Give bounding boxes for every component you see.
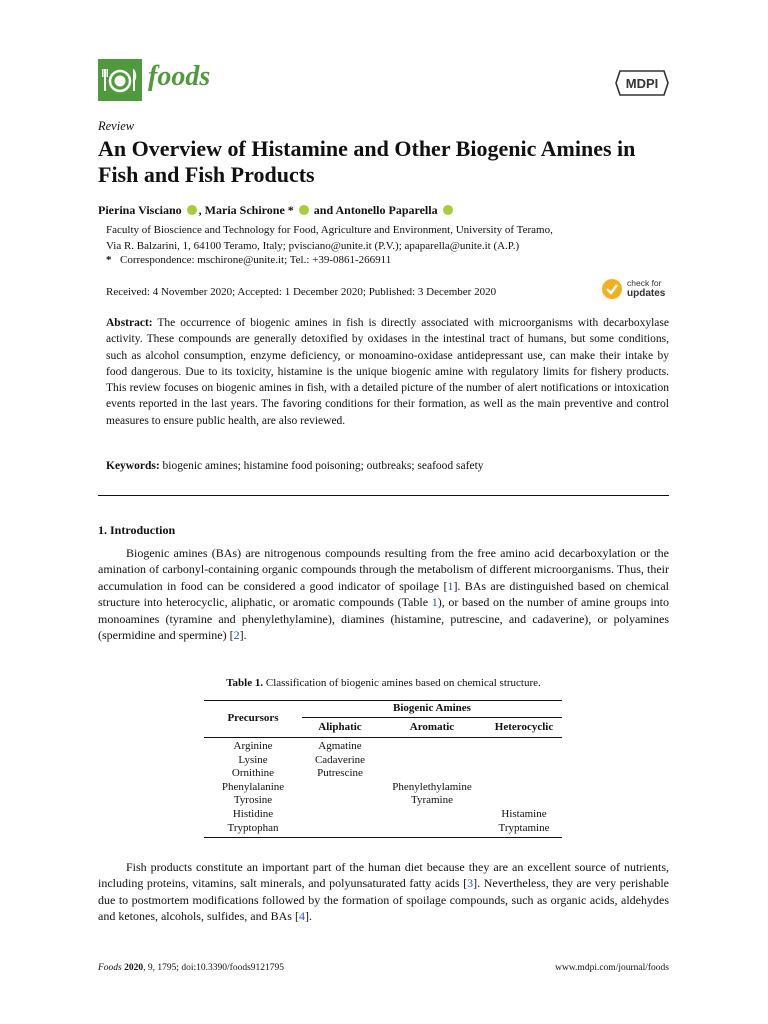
affiliation-line: Via R. Balzarini, 1, 64100 Teramo, Italy; pvisciano@unite.it (P.V.); apaparella@unite.it (A.P.) <box>106 240 520 252</box>
keywords <box>106 460 484 472</box>
citation-link[interactable]: 2 <box>233 628 240 643</box>
table-cell: Tryptophan <box>227 821 279 834</box>
paragraph <box>98 859 669 925</box>
header-precursors: Precursors <box>227 712 279 724</box>
precursor-column <box>204 740 302 835</box>
table-cell: Arginine <box>233 740 273 752</box>
publication-dates: Received: 4 November 2020; Accepted: 1 December 2020; Published: 3 December 2020 <box>106 286 497 298</box>
table-cell: Histidine <box>232 807 274 820</box>
mdpi-logo-icon <box>614 69 670 97</box>
article-type: Review <box>98 119 135 133</box>
paragraph-text: Fish products constitute an important part of the human diet because they are an excellent source of nutrients, including proteins, vitamins, salt minerals, and polyunsaturated fatty acids [ <box>98 860 669 891</box>
table-cell: Cadaverine <box>314 753 366 766</box>
footer-doi[interactable]: , 9, 1795; doi:10.3390/foods9121795 <box>143 963 285 973</box>
affiliation-line: Faculty of Bioscience and Technology for Food, Agriculture and Environment, University of Teramo, <box>106 224 553 236</box>
check-updates-line1: check for <box>627 278 662 288</box>
paragraph <box>98 545 669 643</box>
header-biogenic-amines: Biogenic Amines <box>393 702 471 714</box>
check-updates-icon <box>601 278 623 300</box>
foods-logo-icon <box>98 59 142 101</box>
keywords-text: biogenic amines; histamine food poisoning; outbreaks; seafood safety <box>162 460 484 472</box>
journal-header <box>98 59 670 103</box>
table-cell: Agmatine <box>318 740 362 752</box>
paragraph-text: ), or based on the number of amine groups into monoamines (tyramine and phenylethylamine), diamines (histamine, putrescine, and cadaverine), or polyamines (spermidine and spermine) [ <box>98 595 670 643</box>
footer-citation <box>98 963 284 973</box>
article-title: An Overview of Histamine and Other Biogenic Amines in Fish and Fish Products <box>98 136 636 187</box>
publisher-name: MDPI <box>625 76 659 91</box>
table-cell: Tryptamine <box>498 821 550 834</box>
table-cell: Tyramine <box>411 794 453 807</box>
abstract-label: Abstract: <box>106 317 153 329</box>
table-caption-text: Classification of biogenic amines based on chemical structure. <box>265 677 541 689</box>
correspondence-mark: * <box>106 254 112 266</box>
author-conjunction: and <box>313 203 334 217</box>
orcid-icon[interactable] <box>299 205 309 215</box>
table-header-rule <box>204 737 562 738</box>
author-separator: , <box>198 203 202 217</box>
paragraph-text: ]. Nevertheless, they are very perishable due to postmortem modifications followed by the formation of spoilage compounds, such as organic acids, aldehydes and ketones, alcohols, sulfides, and BAs [ <box>98 876 669 924</box>
author-list <box>98 203 455 218</box>
check-updates-line2: updates <box>627 288 666 299</box>
table-cell: Tyrosine <box>233 794 273 807</box>
journal-name: foods <box>148 61 211 92</box>
correspondence-text: Correspondence: mschirone@unite.it; Tel.: +39-0861-266911 <box>120 254 392 266</box>
footer-year: 2020 <box>124 963 144 973</box>
table-cell: Lysine <box>238 753 268 766</box>
affiliation <box>106 222 666 254</box>
citation-link[interactable]: 4 <box>298 909 305 924</box>
paragraph-text: ]. BAs are distinguished based on chemical structure into heterocyclic, aliphatic, or aromatic compounds (Table <box>98 578 669 610</box>
paragraph-text: Biogenic amines (BAs) are nitrogenous compounds resulting from the free amino acid decarboxylation or the amination of carbonyl-containing organic compounds through the metabolism of different microorganisms. Thus, their accumulation in food can be considered a good indicator of spoilage [ <box>98 546 669 593</box>
paragraph-text: ]. <box>304 909 312 924</box>
header-heterocyclic: Heterocyclic <box>494 721 554 733</box>
table-bottom-rule <box>204 837 562 838</box>
abstract <box>106 315 669 429</box>
table-group-rule <box>302 717 562 718</box>
orcid-icon[interactable] <box>443 205 453 215</box>
table-link[interactable]: 1 <box>431 595 438 610</box>
section-heading: 1. Introduction <box>98 523 176 537</box>
author-name[interactable]: Antonello Paparella <box>335 203 438 217</box>
table-caption-label: Table 1. <box>226 677 264 689</box>
footer-journal: Foods <box>98 963 122 973</box>
correspondence <box>106 254 391 266</box>
check-for-updates-badge[interactable] <box>601 277 671 303</box>
table-cell: Putrescine <box>317 767 363 780</box>
header-aromatic: Aromatic <box>409 721 455 733</box>
table-cell: Histamine <box>501 808 547 820</box>
keywords-label: Keywords: <box>106 460 160 472</box>
table-caption <box>98 677 669 689</box>
table-top-rule <box>204 700 562 701</box>
aliphatic-column <box>302 740 378 781</box>
heterocyclic-column <box>486 808 562 835</box>
table-cell: Phenylalanine <box>221 780 285 793</box>
header-aliphatic: Aliphatic <box>318 721 362 733</box>
orcid-icon[interactable] <box>187 205 197 215</box>
author-name[interactable]: Pierina Visciano <box>98 203 182 217</box>
citation-link[interactable]: 1 <box>447 578 454 593</box>
paragraph-text: ]. <box>239 628 247 643</box>
citation-link[interactable]: 3 <box>467 876 474 891</box>
aromatic-column <box>378 781 486 808</box>
table-cell: Phenylethylamine <box>392 780 472 793</box>
footer-url[interactable]: www.mdpi.com/journal/foods <box>555 963 669 973</box>
section-divider <box>98 495 669 496</box>
author-name[interactable]: Maria Schirone * <box>204 203 294 217</box>
abstract-text: The occurrence of biogenic amines in fish is directly associated with microorganisms with decarboxylase activity. These compounds are generally detoxified by oxidases in the intestinal tract of humans, but some conditions, such as alcohol consumption, enzyme deficiency, or monoamino-oxidase antidepressant use, can make their intake by food dangerous. Due to its toxicity, histamine is the unique biogenic amine with regulatory limits for fishery products. This review focuses on biogenic amines in fish, with a detailed picture of the number of alert notifications or intoxication events reported in the last years. The favoring conditions for their formation, as well as the main preventive and control measures to ensure public health, are also reviewed. <box>106 317 669 427</box>
table-cell: Ornithine <box>231 767 275 780</box>
